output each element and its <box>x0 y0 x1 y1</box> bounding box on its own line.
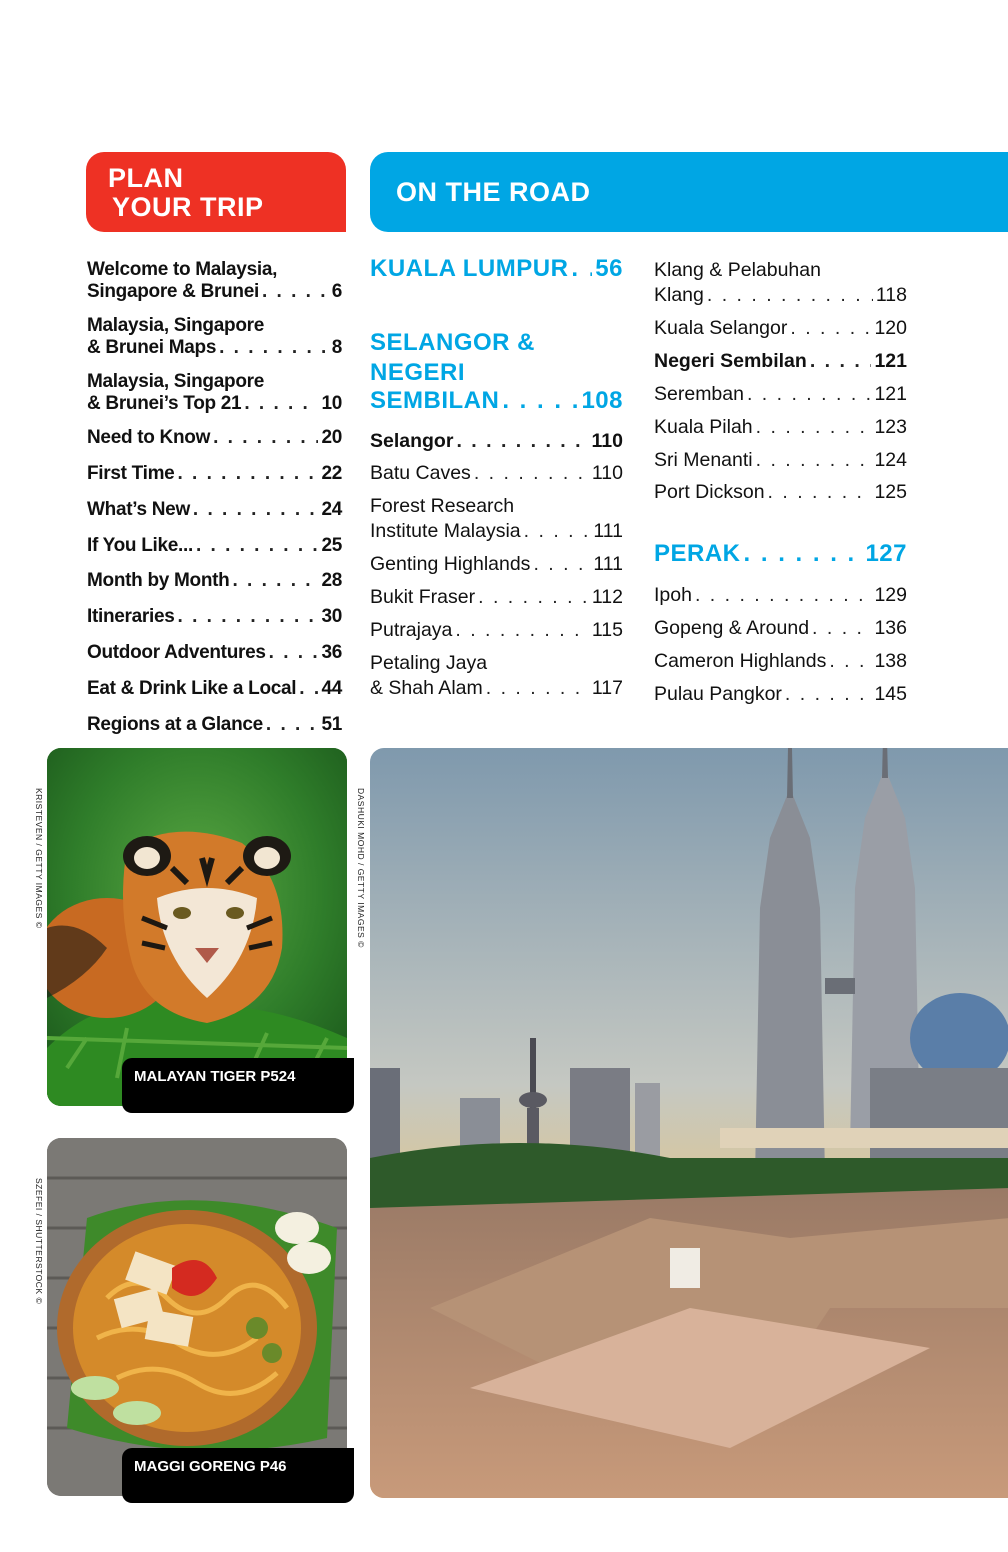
toc-entry[interactable]: Regions at a Glance . . . 51 <box>87 714 342 736</box>
noodles-photo-credit: SZEFEI / SHUTTERSTOCK © <box>34 1178 44 1305</box>
toc-entry-petaling[interactable]: Petaling Jaya <box>370 652 488 674</box>
toc-entry-klang-line2[interactable]: Klang . . . 118 <box>654 284 907 306</box>
plan-your-trip-title: PLAN YOUR TRIP <box>108 163 264 222</box>
toc-entry-selangor[interactable]: Selangor . . . 110 <box>370 430 623 452</box>
toc-entry-welcome[interactable]: Welcome to Malaysia, <box>87 259 278 280</box>
toc-entry[interactable]: Cameron Highlands . . . 138 <box>654 650 907 672</box>
toc-entry[interactable]: Genting Highlands . . . 111 <box>370 553 623 575</box>
kuala-lumpur-photo <box>370 748 1008 1498</box>
toc-entry[interactable]: Outdoor Adventures . . . 36 <box>87 642 342 664</box>
tiger-photo-credit: KRISTEVEN / GETTY IMAGES © <box>34 788 44 929</box>
toc-entry[interactable]: Gopeng & Around . . . 136 <box>654 617 907 639</box>
toc-entry[interactable]: Eat & Drink Like a Local . . . 44 <box>87 678 342 700</box>
tiger-caption[interactable]: MALAYAN TIGER P524 <box>122 1058 354 1113</box>
toc-entry-frim-line2[interactable]: Institute Malaysia . . . 111 <box>370 520 623 542</box>
toc-entry[interactable]: Ipoh . . . 129 <box>654 584 907 606</box>
toc-region-perak[interactable]: PERAK . . . 127 <box>654 543 907 565</box>
toc-entry[interactable]: What’s New . . . 24 <box>87 499 342 521</box>
tiger-photo <box>47 748 347 1106</box>
toc-entry[interactable]: Pulau Pangkor . . . 145 <box>654 683 907 705</box>
toc-entry[interactable]: Putrajaya . . . 115 <box>370 619 623 641</box>
toc-entry[interactable]: Port Dickson . . . 125 <box>654 481 907 503</box>
noodles-illustration <box>47 1138 347 1496</box>
on-the-road-title: ON THE ROAD <box>396 177 591 207</box>
toc-entry-top21-line2[interactable]: & Brunei’s Top 21 . . . 10 <box>87 393 342 415</box>
toc-entry[interactable]: Bukit Fraser . . . 112 <box>370 586 623 608</box>
toc-entry[interactable]: Sri Menanti . . . 124 <box>654 449 907 471</box>
toc-entry[interactable]: If You Like... . . . 25 <box>87 535 342 557</box>
toc-entry[interactable]: Kuala Pilah . . . 123 <box>654 416 907 438</box>
toc-region-selangor-heading-line3[interactable]: SEMBILAN . . . 108 <box>370 390 623 412</box>
toc-entry[interactable]: Seremban . . . 121 <box>654 383 907 405</box>
maggi-goreng-photo <box>47 1138 347 1496</box>
noodles-caption[interactable]: MAGGI GORENG P46 <box>122 1448 354 1503</box>
plan-your-trip-header <box>86 152 346 232</box>
toc-region-kuala-lumpur[interactable]: KUALA LUMPUR . . . 56 <box>370 258 623 280</box>
toc-entry-negeri-sembilan[interactable]: Negeri Sembilan . . . 121 <box>654 350 907 372</box>
toc-entry-maps-line2[interactable]: & Brunei Maps . . . 8 <box>87 337 342 359</box>
on-the-road-header <box>370 152 1008 232</box>
toc-entry-top21[interactable]: Malaysia, Singapore <box>87 371 264 392</box>
toc-entry[interactable]: Month by Month . . . 28 <box>87 570 342 592</box>
toc-entry-maps[interactable]: Malaysia, Singapore <box>87 315 264 336</box>
toc-entry[interactable]: Need to Know . . . 20 <box>87 427 342 449</box>
toc-entry[interactable]: First Time . . . 22 <box>87 463 342 485</box>
toc-region-selangor-heading[interactable]: SELANGOR & NEGERI <box>370 329 536 386</box>
toc-entry-welcome-line2[interactable]: Singapore & Brunei . . . 6 <box>87 281 342 303</box>
toc-entry-klang[interactable]: Klang & Pelabuhan <box>654 259 821 281</box>
kl-photo-credit: DASHUKI MOHD / GETTY IMAGES © <box>356 788 366 948</box>
toc-entry[interactable]: Itineraries . . . 30 <box>87 606 342 628</box>
toc-entry[interactable]: Batu Caves . . . 110 <box>370 462 623 484</box>
tiger-illustration <box>47 748 347 1106</box>
kl-skyline-illustration <box>370 748 1008 1498</box>
toc-entry-frim[interactable]: Forest Research <box>370 495 515 517</box>
toc-entry[interactable]: Kuala Selangor . . . 120 <box>654 317 907 339</box>
toc-entry-petaling-line2[interactable]: & Shah Alam . . . 117 <box>370 677 623 699</box>
